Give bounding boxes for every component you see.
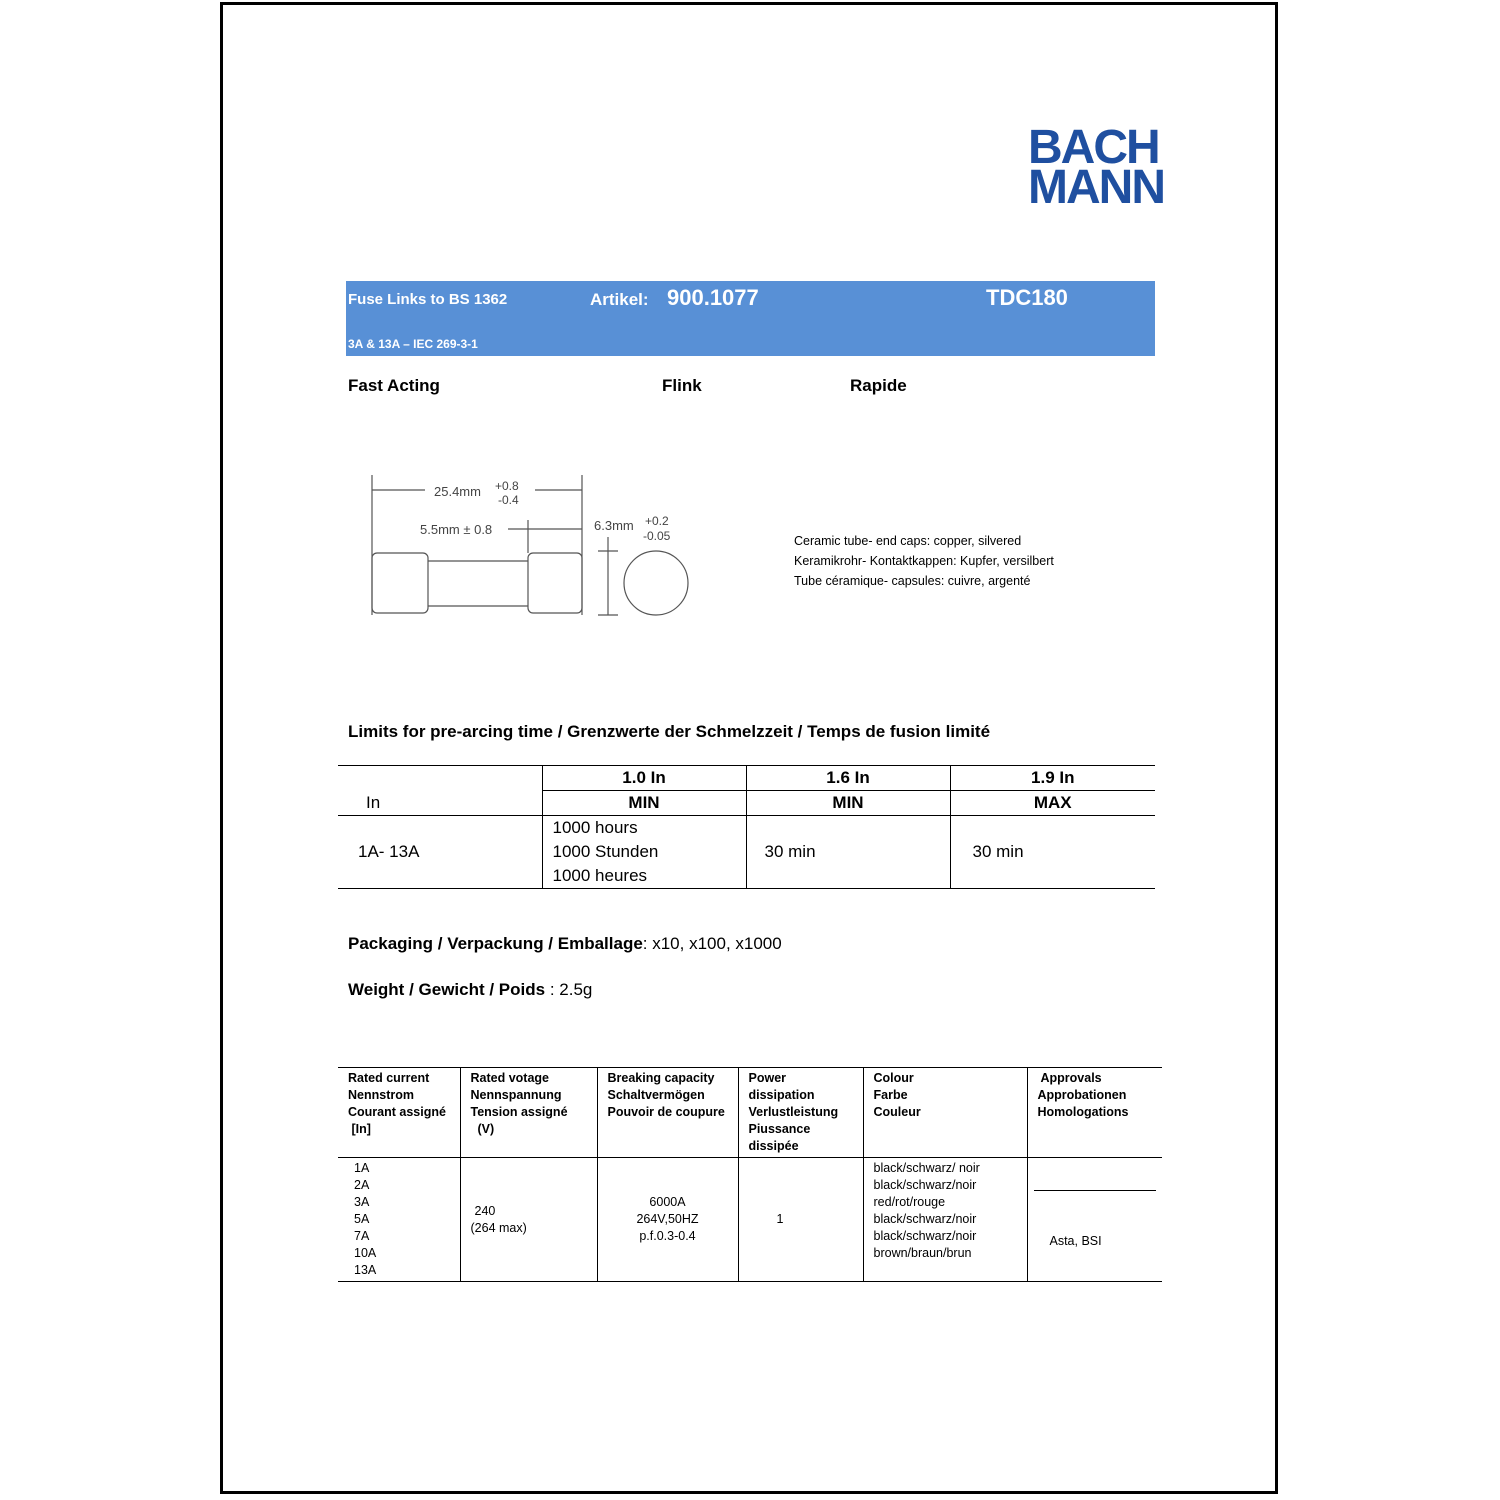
type-code: TDC180 — [986, 285, 1068, 310]
colour-list: black/schwarz/ noir black/schwarz/noir red/rot/rouge black/schwarz/noir black/schwarz/noir brown/braun/brun — [863, 1158, 1027, 1282]
limits-col1-factor: 1.0 In — [542, 766, 746, 791]
packaging-value: : x10, x100, x1000 — [642, 934, 782, 953]
current-list: 1A 2A 3A 5A 7A 10A 13A — [338, 1158, 460, 1282]
header-rated-voltage: Rated votage Nennspannung Tension assigné (V) — [460, 1068, 597, 1158]
limits-col2-factor: 1.6 In — [746, 766, 950, 791]
limits-col2-value: 30 min — [746, 816, 950, 889]
limits-col3-kind: MAX — [950, 791, 1155, 816]
product-header-banner — [346, 281, 1155, 356]
limits-in-label: In — [338, 791, 542, 816]
product-line: Fuse Links to BS 1362 — [348, 291, 508, 308]
header-rated-current: Rated current Nennstrom Courant assigné [In] — [338, 1068, 460, 1158]
pre-arcing-limits-table — [338, 765, 1155, 889]
packaging-line — [348, 934, 782, 954]
limits-col2-kind: MIN — [746, 791, 950, 816]
header-breaking-capacity: Breaking capacity Schaltvermögen Pouvoir de coupure — [597, 1068, 738, 1158]
header-colour: Colour Farbe Couleur — [863, 1068, 1027, 1158]
weight-value: : 2.5g — [545, 980, 593, 999]
characteristic-de: Flink — [662, 376, 702, 395]
standard-subtitle: 3A & 13A – IEC 269-3-1 — [348, 337, 478, 351]
artikel-label: Artikel: — [590, 290, 649, 309]
voltage-value: 240 (264 max) — [460, 1158, 597, 1282]
characteristic-fr: Rapide — [850, 376, 907, 395]
artikel-number: 900.1077 — [667, 285, 759, 310]
header-power-dissipation: Power dissipation Verlustleistung Piussance dissipée — [738, 1068, 863, 1158]
limits-col3-factor: 1.9 In — [950, 766, 1155, 791]
material-de: Keramikrohr- Kontaktkappen: Kupfer, versilbert — [794, 554, 1054, 568]
approvals-cell — [1027, 1158, 1162, 1282]
material-en: Ceramic tube- end caps: copper, silvered — [794, 534, 1022, 548]
header-approvals: Approvals Approbationen Homologations — [1027, 1068, 1162, 1158]
specification-table — [338, 1067, 1162, 1282]
length-tol-minus: -0.4 — [498, 493, 519, 507]
packaging-label: Packaging / Verpackung / Emballage — [348, 934, 643, 953]
material-fr: Tube céramique- capsules: cuivre, argenté — [794, 574, 1031, 588]
limits-title: Limits for pre-arcing time / Grenzwerte der Schmelzzeit / Temps de fusion limité — [348, 722, 991, 741]
limits-col1-kind: MIN — [542, 791, 746, 816]
material-description — [794, 531, 1054, 591]
fuse-left-cap — [372, 553, 428, 613]
length-dimension: 25.4mm — [434, 484, 481, 499]
breaking-value: 6000A 264V,50HZ p.f.0.3-0.4 — [597, 1158, 738, 1282]
fuse-end-view — [624, 551, 688, 615]
cap-dimension: 5.5mm ± 0.8 — [420, 522, 493, 537]
limits-col1-value: 1000 hours 1000 Stunden 1000 heures — [542, 816, 746, 889]
approvals-divider — [1034, 1190, 1157, 1191]
limits-col3-value: 30 min — [950, 816, 1155, 889]
fuse-dimension-drawing — [340, 465, 720, 635]
characteristic-en: Fast Acting — [348, 376, 440, 395]
length-tol-plus: +0.8 — [495, 479, 519, 493]
diameter-tol-minus: -0.05 — [643, 529, 671, 543]
diameter-dimension: 6.3mm — [594, 518, 634, 533]
power-value: 1 — [738, 1158, 863, 1282]
bachmann-logo: BACH MANN — [1028, 121, 1164, 214]
diameter-tol-plus: +0.2 — [645, 514, 669, 528]
weight-line — [348, 980, 592, 1000]
limits-row-label: 1A- 13A — [338, 816, 542, 889]
fuse-right-cap — [528, 553, 582, 613]
weight-label: Weight / Gewicht / Poids — [348, 980, 546, 999]
approvals-value: Asta, BSI — [1049, 1233, 1102, 1248]
